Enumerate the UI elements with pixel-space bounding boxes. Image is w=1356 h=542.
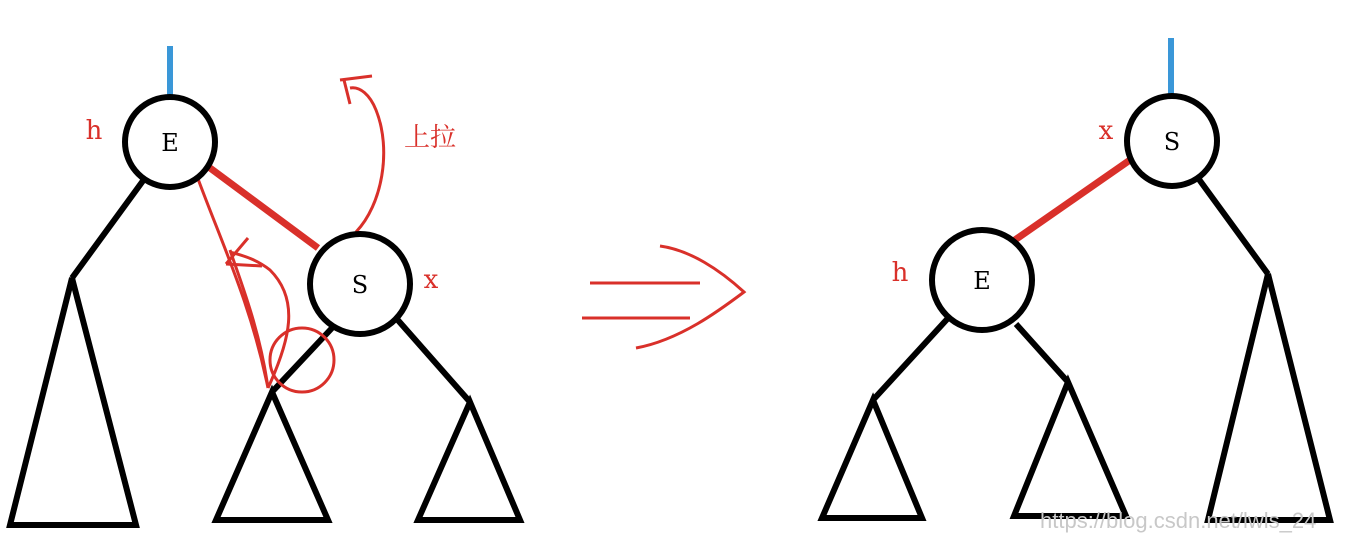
edge-s-right [396,318,470,402]
node-s-label: S [351,271,369,299]
subtree-right [1208,274,1330,520]
move-arrow [194,168,289,388]
red-link [1012,160,1130,242]
node-e-tag: h [891,258,909,288]
transform-arrow [582,246,744,348]
node-s-tag: x [1098,116,1114,146]
edge-e-right [1016,324,1068,382]
edge-e-left [72,178,145,278]
red-link [206,165,318,248]
subtree-middle [1014,382,1126,516]
edge-s-right [1198,178,1268,274]
node-e-tag: h [85,116,103,146]
node-e-label: E [161,129,179,157]
subtree-left [10,278,136,525]
subtree-left [822,400,922,518]
node-e-label: E [973,267,991,295]
node-s-tag: x [423,265,439,295]
watermark: https://blog.csdn.net/lwls_24 [1040,508,1317,533]
pull-up-label: 上拉 [404,123,457,153]
edge-e-left [873,316,950,400]
subtree-right [418,402,520,520]
subtree-middle [216,392,328,520]
before-tree [10,46,520,525]
after-tree [822,38,1330,520]
node-s-label: S [1163,128,1181,156]
pull-up-arrow-head [340,76,372,104]
pull-up-arrow [350,88,384,232]
